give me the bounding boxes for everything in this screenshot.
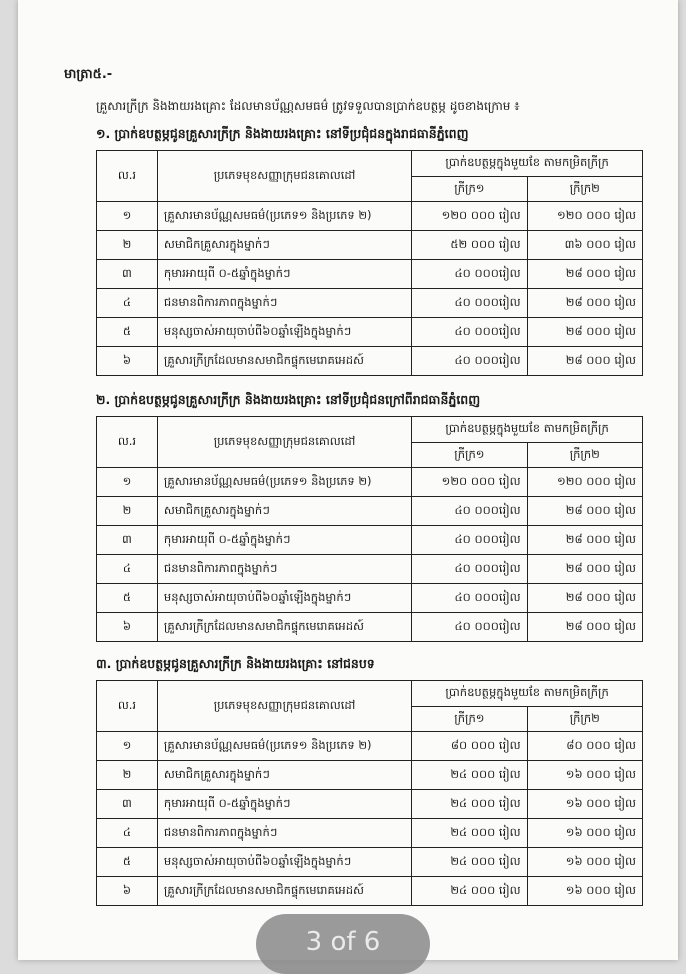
row-category: ជនមានពិការភាពក្នុងម្នាក់ៗ [157,555,411,584]
table-row [97,497,643,526]
row-level1: ៤០ ០០០រៀល [412,526,527,555]
row-no: ១ [97,202,158,231]
row-no: ៥ [97,848,158,877]
table-row [97,761,643,790]
row-level2: ២៨ ០០០ រៀល [527,318,642,347]
row-no: ៣ [97,526,158,555]
row-level1: ៤០ ០០០រៀល [412,289,527,318]
row-no: ៣ [97,790,158,819]
row-level1: ៤០ ០០០រៀល [412,347,527,376]
row-level2: ៣៦ ០០០ រៀល [527,231,642,260]
article-heading: មាត្រា៥.- [64,67,113,82]
row-level2: ១៦ ០០០ រៀល [527,848,642,877]
row-level2: ៨០ ០០០ រៀល [527,732,642,761]
row-category: កុមារអាយុពី ០-៥ឆ្នាំក្នុងម្នាក់ៗ [157,526,411,555]
table-row [97,289,643,318]
header-level2: ក្រីក្រ២ [527,707,642,732]
row-category: កុមារអាយុពី ០-៥ឆ្នាំក្នុងម្នាក់ៗ [157,790,411,819]
row-level1: ៨០ ០០០ រៀល [412,732,527,761]
row-category: ជនមានពិការភាពក្នុងម្នាក់ៗ [157,289,411,318]
header-category: ប្រភេទមុខសញ្ញាក្រុមជនគោលដៅ [157,417,411,468]
row-no: ៣ [97,260,158,289]
row-level1: ២៤ ០០០ រៀល [412,877,527,906]
header-category: ប្រភេទមុខសញ្ញាក្រុមជនគោលដៅ [157,681,411,732]
header-no: ល.រ [97,681,158,732]
row-level1: ២៤ ០០០ រៀល [412,761,527,790]
row-level2: ១៦ ០០០ រៀល [527,877,642,906]
header-level1: ក្រីក្រ១ [412,707,527,732]
row-level2: ២៨ ០០០ រៀល [527,497,642,526]
row-category: គ្រួសារមានប័ណ្ណសមធម៌(ប្រភេទ១ និងប្រភេទ ២) [157,468,411,497]
row-category: មនុស្សចាស់អាយុចាប់ពី៦០ឆ្នាំឡើងក្នុងម្នាក់ៗ [157,848,411,877]
allowance-table-1 [96,150,643,376]
row-level1: ៤០ ០០០រៀល [412,613,527,642]
row-category: សមាជិកគ្រួសារក្នុងម្នាក់ៗ [157,497,411,526]
allowance-table-2 [96,416,643,642]
row-no: ៦ [97,877,158,906]
row-level1: ២៤ ០០០ រៀល [412,790,527,819]
header-category: ប្រភេទមុខសញ្ញាក្រុមជនគោលដៅ [157,151,411,202]
row-level1: ៤០ ០០០រៀល [412,318,527,347]
table-row [97,584,643,613]
table-row [97,555,643,584]
row-level1: ៤០ ០០០រៀល [412,584,527,613]
table-row [97,260,643,289]
row-no: ១ [97,468,158,497]
row-level1: ១២០ ០០០ រៀល [412,202,527,231]
row-level1: ៤០ ០០០រៀល [412,555,527,584]
header-level2: ក្រីក្រ២ [527,443,642,468]
header-amount-group: ប្រាក់ឧបត្ថម្ភក្នុងមួយខែ តាមកម្រិតក្រីក្រ [412,417,643,443]
row-category: មនុស្សចាស់អាយុចាប់ពី៦០ឆ្នាំឡើងក្នុងម្នាក់ៗ [157,318,411,347]
header-level1: ក្រីក្រ១ [412,443,527,468]
table-row [97,231,643,260]
row-level2: ១៦ ០០០ រៀល [527,790,642,819]
row-category: ជនមានពិការភាពក្នុងម្នាក់ៗ [157,819,411,848]
row-no: ៥ [97,584,158,613]
table-row [97,347,643,376]
row-no: ២ [97,231,158,260]
row-category: សមាជិកគ្រួសារក្នុងម្នាក់ៗ [157,231,411,260]
intro-text: គ្រួសារក្រីក្រ និងងាយរងគ្រោះ ដែលមានប័ណ្ណសមធម៌ ត្រូវទទួលបានប្រាក់ឧបត្ថម្ភ ដូចខាងក្រោម ៖ [96,99,520,113]
row-no: ១ [97,732,158,761]
table-row [97,526,643,555]
table-row [97,468,643,497]
table-row [97,877,643,906]
row-no: ៦ [97,613,158,642]
row-category: គ្រួសារមានប័ណ្ណសមធម៌(ប្រភេទ១ និងប្រភេទ ២) [157,732,411,761]
row-category: មនុស្សចាស់អាយុចាប់ពី៦០ឆ្នាំឡើងក្នុងម្នាក់ៗ [157,584,411,613]
row-level1: ៤០ ០០០រៀល [412,497,527,526]
table-row [97,732,643,761]
header-no: ល.រ [97,151,158,202]
row-level1: ២៤ ០០០ រៀល [412,848,527,877]
section-3-title: ៣. ប្រាក់ឧបត្ថម្ភជូនគ្រួសារក្រីក្រ និងងាយរងគ្រោះ នៅជនបទ [96,656,375,671]
row-level1: ៥២ ០០០ រៀល [412,231,527,260]
row-level2: ១៦ ០០០ រៀល [527,761,642,790]
page-indicator: 3 of 6 [256,914,430,974]
row-category: សមាជិកគ្រួសារក្នុងម្នាក់ៗ [157,761,411,790]
header-amount-group: ប្រាក់ឧបត្ថម្ភក្នុងមួយខែ តាមកម្រិតក្រីក្រ [412,151,643,177]
table-row [97,790,643,819]
row-no: ៤ [97,289,158,318]
row-level2: ២៨ ០០០ រៀល [527,526,642,555]
table-row [97,202,643,231]
row-no: ២ [97,497,158,526]
row-no: ៦ [97,347,158,376]
row-category: គ្រួសារក្រីក្រដែលមានសមាជិកផ្ទុកមេរោគអេដស៍ [157,877,411,906]
row-level1: ១២០ ០០០ រៀល [412,468,527,497]
allowance-table-3 [96,680,643,906]
row-no: ៥ [97,318,158,347]
table-row [97,318,643,347]
row-no: ២ [97,761,158,790]
section-2-title: ២. ប្រាក់ឧបត្ថម្ភជូនគ្រួសារក្រីក្រ និងងាយរងគ្រោះ នៅទីប្រជុំជនក្រៅពីរាជធានីភ្នំពេញ [96,392,481,407]
row-no: ៤ [97,555,158,584]
table-row [97,819,643,848]
row-level2: ២៨ ០០០ រៀល [527,347,642,376]
row-level2: ២៨ ០០០ រៀល [527,260,642,289]
row-level2: ១៦ ០០០ រៀល [527,819,642,848]
row-level2: ២៨ ០០០ រៀល [527,613,642,642]
row-level2: ២៨ ០០០ រៀល [527,289,642,318]
row-level2: ២៨ ០០០ រៀល [527,555,642,584]
header-no: ល.រ [97,417,158,468]
table-row [97,613,643,642]
row-no: ៤ [97,819,158,848]
section-1-title: ១. ប្រាក់ឧបត្ថម្ភជូនគ្រួសារក្រីក្រ និងងាយរងគ្រោះ នៅទីប្រជុំជនក្នុងរាជធានីភ្នំពេញ [96,126,469,141]
row-category: គ្រួសារក្រីក្រដែលមានសមាជិកផ្ទុកមេរោគអេដស៍ [157,613,411,642]
header-level2: ក្រីក្រ២ [527,177,642,202]
row-category: កុមារអាយុពី ០-៥ឆ្នាំក្នុងម្នាក់ៗ [157,260,411,289]
row-category: គ្រួសារមានប័ណ្ណសមធម៌(ប្រភេទ១ និងប្រភេទ ២) [157,202,411,231]
row-level2: ១២០ ០០០ រៀល [527,468,642,497]
row-level2: ១២០ ០០០ រៀល [527,202,642,231]
row-category: គ្រួសារក្រីក្រដែលមានសមាជិកផ្ទុកមេរោគអេដស៍ [157,347,411,376]
row-level1: ៤០ ០០០រៀល [412,260,527,289]
table-row [97,848,643,877]
row-level1: ២៤ ០០០ រៀល [412,819,527,848]
header-level1: ក្រីក្រ១ [412,177,527,202]
row-level2: ២៨ ០០០ រៀល [527,584,642,613]
header-amount-group: ប្រាក់ឧបត្ថម្ភក្នុងមួយខែ តាមកម្រិតក្រីក្រ [412,681,643,707]
